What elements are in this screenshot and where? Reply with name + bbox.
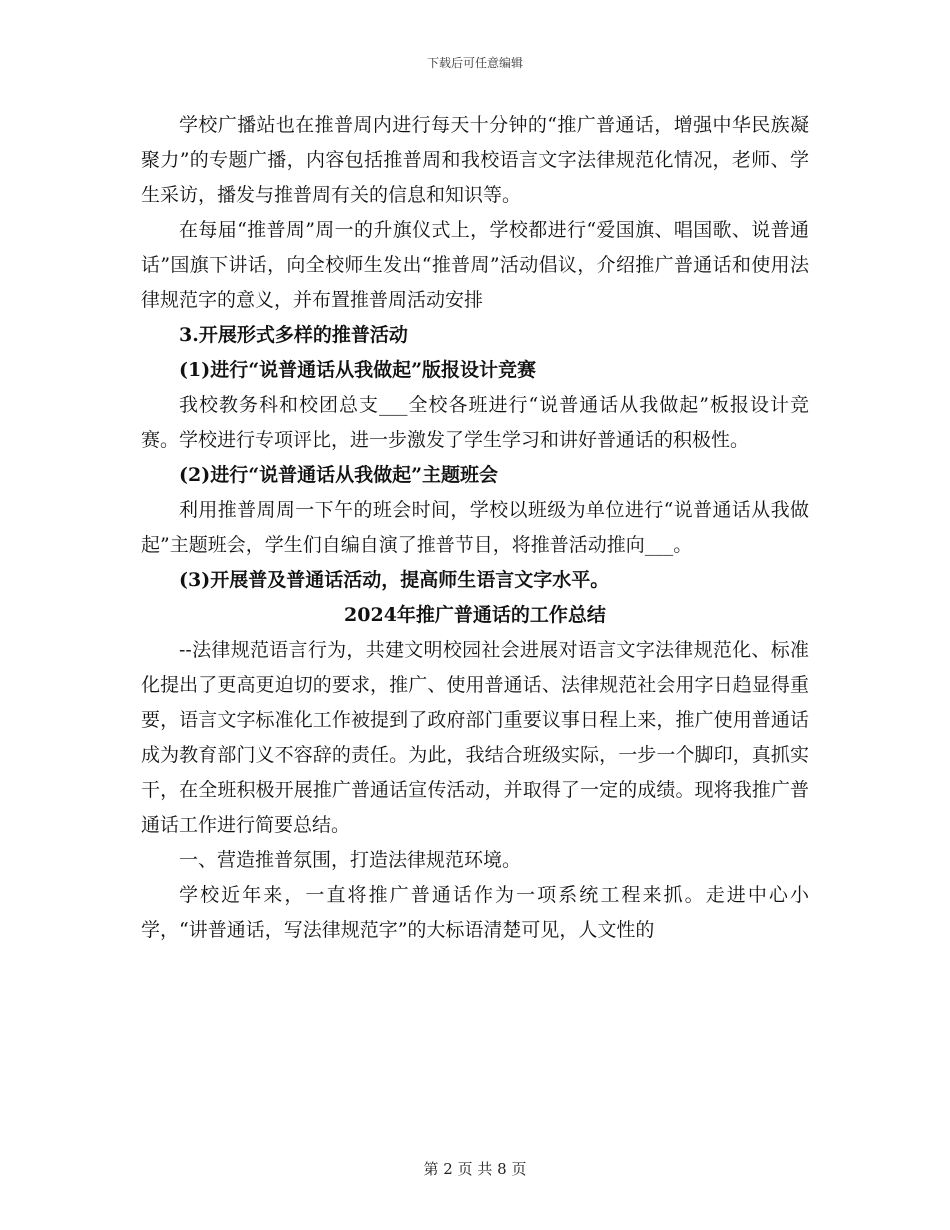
paragraph-introduction: --法律规范语言行为，共建文明校园社会进展对语言文字法律规范化、标准化提出了更高更迫切的要求，推广、使用普通话、法律规范社会用字日趋显得重要，语言文字标准化工作被提到了政府部门重要议事日程上来，推广使用普通话成为教育部门义不容辞的责任。为此，我结合班级实际，一步一个脚印，真抓实干，在全班积极开展推广普通话宣传活动，并取得了一定的成绩。现将我推广普通话工作进行简要总结。 xyxy=(141,639,809,836)
subheading-popularize: (3)开展普及普通话活动，提高师生语言文字水平。 xyxy=(179,569,610,591)
subheading-class-meeting: (2)进行“说普通话从我做起”主题班会 xyxy=(179,464,499,486)
subheading-board-contest: (1)进行“说普通话从我做起”版报设计竞赛 xyxy=(179,359,537,381)
section-heading-activities: 3.开展形式多样的推普活动 xyxy=(179,324,408,346)
page-header: 下载后可任意编辑 xyxy=(426,56,523,70)
paragraph-class-meeting: 利用推普周周一下午的班会时间，学校以班级为单位进行“说普通话从我做起”主题班会，学生们自编自演了推普节目，将推普活动推向___。 xyxy=(141,499,809,556)
paragraph-school-project: 学校近年来，一直将推广普通话作为一项系统工程来抓。走进中心小学，“讲普通话，写法律规范字”的大标语清楚可见，人文性的 xyxy=(141,884,809,941)
document-title: 2024年推广普通话的工作总结 xyxy=(344,604,606,626)
page-footer: 第 2 页 共 8 页 xyxy=(423,1160,527,1178)
paragraph-broadcast: 学校广播站也在推普周内进行每天十分钟的“推广普通话，增强中华民族凝聚力”的专题广播，内容包括推普周和我校语言文字法律规范化情况，老师、学生采访，播发与推普周有关的信息和知识等。 xyxy=(141,114,809,206)
document-body xyxy=(141,108,809,948)
paragraph-board-contest: 我校教务科和校团总支___全校各班进行“说普通话从我做起”板报设计竞赛。学校进行专项评比，进一步激发了学生学习和讲好普通话的积极性。 xyxy=(141,394,809,451)
paragraph-flag-ceremony: 在每届“推普周”周一的升旗仪式上，学校都进行“爱国旗、唱国歌、说普通话”国旗下讲话，向全校师生发出“推普周”活动倡议，介绍推广普通话和使用法律规范字的意义，并布置推普周活动安排 xyxy=(141,219,809,311)
section-heading-atmosphere: 一、营造推普氛围，打造法律规范环境。 xyxy=(179,849,522,871)
